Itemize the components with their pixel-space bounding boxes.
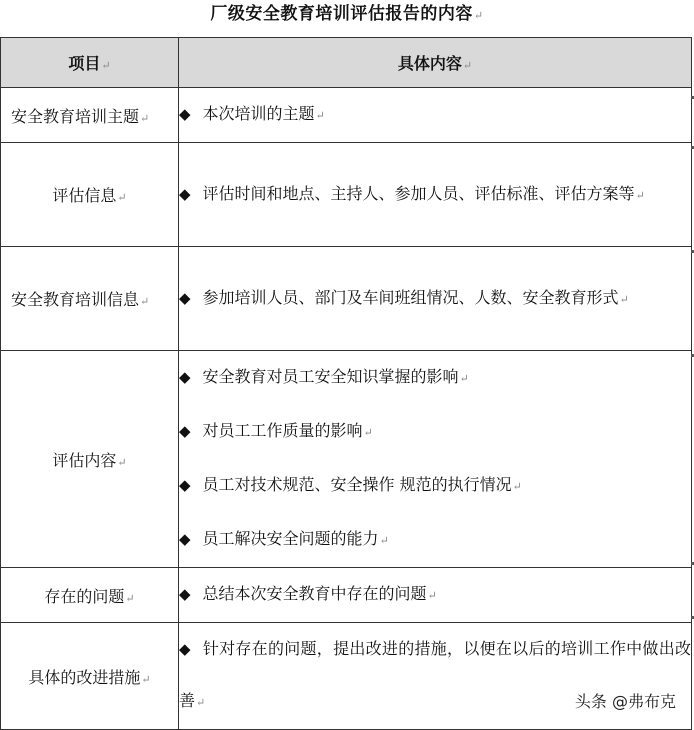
return-mark-icon: ↵ bbox=[125, 591, 135, 605]
diamond-bullet-icon: ◆ bbox=[179, 184, 191, 203]
return-mark-icon: ↵ bbox=[196, 696, 206, 709]
bullet-item bbox=[179, 623, 691, 729]
bullet-item bbox=[179, 405, 691, 459]
return-mark-icon: ↵ bbox=[140, 111, 150, 125]
row-content bbox=[179, 568, 692, 623]
document-title-text: 厂级安全教育培训评估报告的内容 bbox=[210, 4, 473, 24]
bullet-text: 员工解决安全问题的能力 bbox=[202, 529, 379, 548]
bullet-text: 评估时间和地点、主持人、参加人员、评估标准、评估方案等 bbox=[202, 183, 635, 203]
row-label-text: 存在的问题 bbox=[44, 586, 125, 606]
bullet-text: 对员工工作质量的影响 bbox=[202, 421, 363, 440]
bullet-item bbox=[179, 88, 691, 142]
bullet-item bbox=[179, 168, 691, 222]
bullet-item bbox=[179, 568, 691, 622]
document-title bbox=[0, 0, 694, 30]
bullet-text: 针对存在的问题，提出改进的措施，以便在以后的培训工作中做出改善 bbox=[179, 639, 691, 710]
return-mark-icon: ↵ bbox=[635, 188, 645, 202]
return-mark-icon: ↵ bbox=[512, 480, 522, 493]
row-label bbox=[1, 568, 179, 623]
table-row bbox=[1, 351, 692, 568]
return-mark-icon: ↵ bbox=[363, 426, 373, 439]
row-label-text: 评估内容 bbox=[52, 450, 117, 470]
row-label-text: 安全教育培训主题 bbox=[11, 106, 140, 126]
header-item-label: 项目 bbox=[68, 54, 101, 73]
bullet-text: 本次培训的主题 bbox=[202, 104, 315, 123]
row-label bbox=[1, 143, 179, 247]
table-header-row bbox=[1, 38, 692, 88]
return-mark-icon: ↵ bbox=[141, 672, 151, 686]
return-mark-icon: ↵ bbox=[462, 59, 473, 72]
return-mark-icon: ↵ bbox=[379, 534, 389, 547]
header-item bbox=[1, 38, 179, 88]
row-content bbox=[179, 351, 692, 568]
row-content bbox=[179, 247, 692, 351]
row-label-text: 评估信息 bbox=[52, 186, 117, 205]
header-content-label: 具体内容 bbox=[397, 54, 462, 73]
header-content bbox=[179, 38, 692, 88]
table-row bbox=[1, 143, 692, 247]
row-label bbox=[1, 88, 179, 143]
bullet-text: 安全教育对员工安全知识掌握的影响 bbox=[202, 367, 459, 386]
row-content bbox=[179, 143, 692, 247]
diamond-bullet-icon: ◆ bbox=[179, 368, 191, 386]
diamond-bullet-icon: ◆ bbox=[179, 422, 191, 440]
table-row bbox=[1, 247, 692, 351]
row-label bbox=[1, 247, 179, 351]
return-mark-icon: ↵ bbox=[315, 109, 325, 122]
row-label-text: 具体的改进措施 bbox=[28, 667, 141, 687]
return-mark-icon: ↵ bbox=[117, 191, 127, 204]
return-mark-icon: ↵ bbox=[140, 295, 150, 308]
table-row bbox=[1, 568, 692, 623]
diamond-bullet-icon: ◆ bbox=[179, 476, 191, 494]
return-mark-icon: ↵ bbox=[101, 59, 111, 72]
row-label bbox=[1, 623, 179, 730]
row-content bbox=[179, 623, 692, 730]
diamond-bullet-icon: ◆ bbox=[179, 530, 191, 548]
diamond-bullet-icon: ◆ bbox=[179, 640, 191, 658]
diamond-bullet-icon: ◆ bbox=[179, 105, 191, 123]
row-label bbox=[1, 351, 179, 568]
bullet-text: 员工对技术规范、安全操作 规范的执行情况 bbox=[202, 475, 512, 494]
bullet-item bbox=[179, 459, 691, 513]
table-row bbox=[1, 88, 692, 143]
return-mark-icon: ↵ bbox=[473, 9, 484, 22]
return-mark-icon: ↵ bbox=[117, 455, 127, 469]
watermark: 头条 @弗布克 bbox=[575, 689, 676, 712]
return-mark-icon: ↵ bbox=[427, 589, 437, 602]
bullet-item bbox=[179, 513, 691, 567]
row-content bbox=[179, 88, 692, 143]
bullet-text: 总结本次安全教育中存在的问题 bbox=[202, 584, 427, 603]
table-row bbox=[1, 623, 692, 730]
report-table bbox=[0, 37, 692, 730]
diamond-bullet-icon: ◆ bbox=[179, 585, 191, 603]
bullet-item bbox=[179, 351, 691, 405]
return-mark-icon: ↵ bbox=[459, 372, 469, 385]
bullet-text: 参加培训人员、部门及车间班组情况、人数、安全教育形式 bbox=[202, 287, 619, 307]
return-mark-icon: ↵ bbox=[619, 292, 629, 306]
row-label-text: 安全教育培训信息 bbox=[11, 290, 140, 309]
diamond-bullet-icon: ◆ bbox=[179, 288, 191, 307]
bullet-item bbox=[179, 272, 691, 326]
